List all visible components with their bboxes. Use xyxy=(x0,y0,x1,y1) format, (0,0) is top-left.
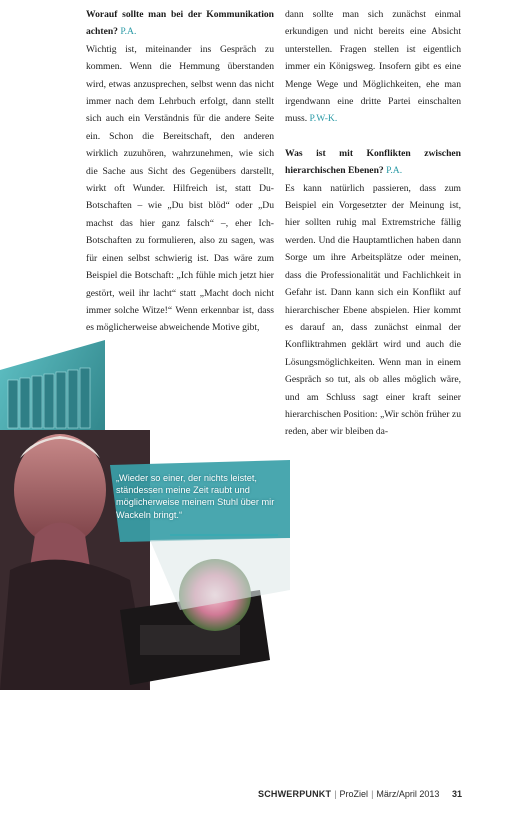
section1-continuation-text: dann sollte man sich zunächst einmal erkundigen und nicht bereits eine Absicht unterstellen. Fragen stellen ist eigentlich immer ein Königsweg. Insofern gibt es eine Menge Wege und Möglichkeiten, ehe man irgendwann eine dritte Partei einschalten muss. xyxy=(285,9,461,125)
footer-issue: März/April 2013 xyxy=(376,789,440,799)
section1-heading: Worauf sollte man bei der Kommunikation achten? xyxy=(86,9,274,38)
section2-author-tag: P.A. xyxy=(386,165,403,177)
page-number: 31 xyxy=(451,789,462,799)
section1-body: Wichtig ist, miteinander ins Gespräch zu kommen. Wenn die Hemmung überstanden wird, etwas anzusprechen, selbst wenn das nicht immer nach dem Lehrbuch erfolgt, dann stellt sich auch ein Verständnis für die andere Seite ein. Schon die Bereitschaft, den anderen wirklich zuzuhören, wahrzunehmen, wie sich die Sache aus Sicht des Gegenübers darstellt, wirkt oft Wunder. Hilfreich ist, statt Du-Botschaften – wie „Du bist blöd“ oder „Du machst das hier ganz falsch“ –, eher Ich-Botschaften zu formulieren, also zu sagen, was für einen selbst schwierig ist. Das wäre zum Beispiel die Botschaft: „Ich fühle mich jetzt hier gestört, weil ihr lacht“ statt „Macht doch nicht immer solche Witze!“ Wenn erkennbar ist, dass es möglicherweise abweichende Motive gibt, xyxy=(86,43,274,334)
footer-section: SCHWERPUNKT xyxy=(258,789,332,799)
footer-separator: | xyxy=(334,789,337,799)
section1-paragraph xyxy=(86,6,274,337)
right-column xyxy=(285,6,461,441)
left-column xyxy=(86,6,274,337)
page-footer xyxy=(258,789,462,799)
section2-body: Es kann natürlich passieren, dass zum Beispiel ein Vorgesetzter der Meinung ist, hier sollten ruhig mal Extremstriche fällig werden. Und die Hauptamtlichen haben dann Sorge um ihre Arbeitsplätze oder meinen, dass die Professionalität und Fachlichkeit in Gefahr ist. Dann kann sich ein Konflikt auf hierarchischer Ebene abspielen. Hier kommt es darauf an, dass zunächst einmal der Konfliktrahmen geklärt wird und auch die Lösungsmöglichkeiten. Wenn man in einem Gespräch so tut, als ob alles möglich wäre, und am Schluss sagt einer kraft seiner hierarchischen Position: „Wir schön früher zu reden, aber wir bleiben da- xyxy=(285,182,461,438)
section2-heading: Was ist mit Konflikten zwischen hierarchischen Ebenen? xyxy=(285,147,461,177)
section1-continuation xyxy=(285,6,461,128)
section1-answer-tag: P.W-K. xyxy=(309,113,338,125)
section2-paragraph xyxy=(285,145,461,441)
quote-underline xyxy=(170,534,278,536)
footer-separator: | xyxy=(371,789,374,799)
pull-quote: „Wieder so einer, der nichts leistet, ständessen meine Zeit raubt und möglicherweise meinem Stuhl über mir Wackeln bringt.“ xyxy=(116,473,275,520)
backdrop-panel xyxy=(150,538,290,610)
footer-magazine: ProZiel xyxy=(339,789,369,799)
section1-author-tag: P.A. xyxy=(120,26,137,38)
